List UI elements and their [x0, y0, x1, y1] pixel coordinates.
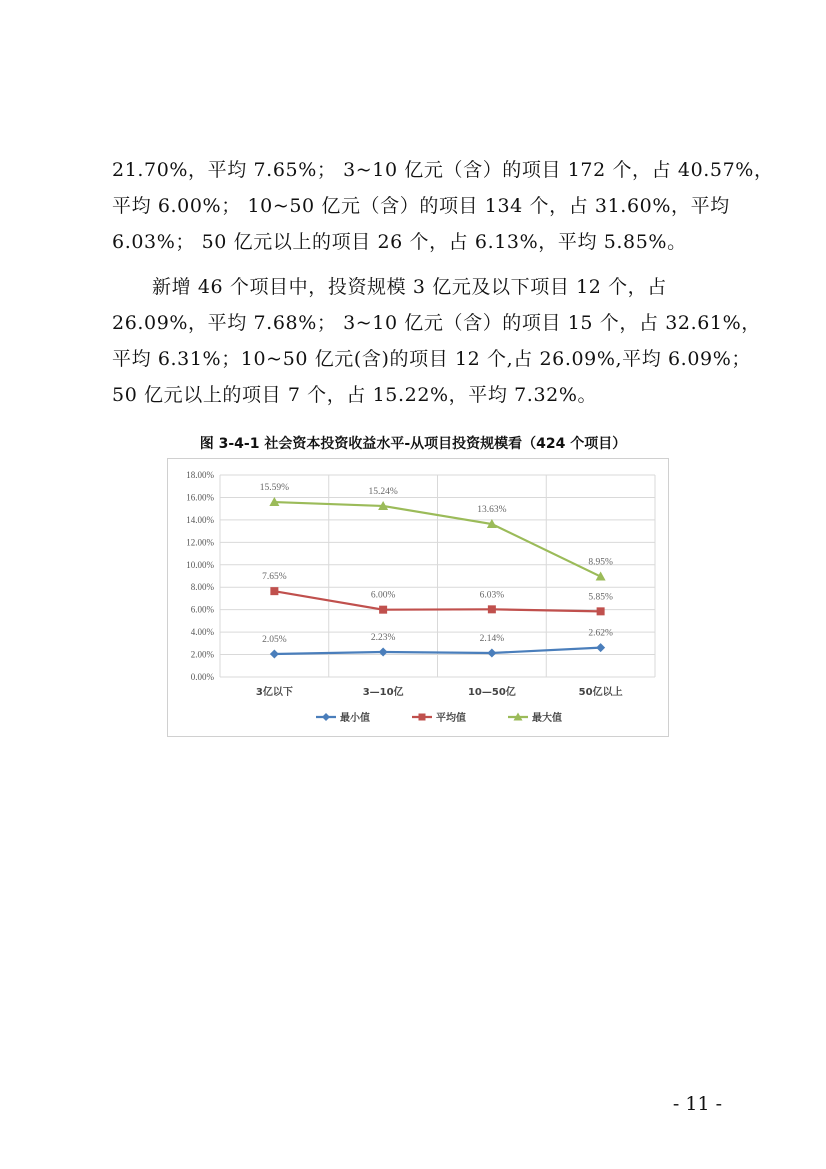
data-point	[270, 587, 278, 595]
x-tick-label: 50亿以上	[578, 687, 623, 698]
data-label: 2.05%	[262, 634, 287, 645]
paragraph-1	[112, 152, 774, 260]
text-line: 平均 6.00%； 10~50 亿元（含）的项目 134 个，占 31.60%，平均	[112, 195, 730, 217]
text-line: 21.70%，平均 7.65%； 3~10 亿元（含）的项目 172 个，占 40.57%，	[112, 159, 774, 181]
paragraph-2	[112, 269, 761, 413]
text-line: 50 亿元以上的项目 7 个，占 15.22%，平均 7.32%。	[112, 384, 598, 406]
x-tick-label: 3亿以下	[255, 687, 293, 698]
data-label: 6.00%	[370, 590, 396, 601]
data-point	[379, 647, 388, 656]
text-line: 平均 6.31%；10~50 亿元(含)的项目 12 个,占 26.09%,平均 6.09%；	[112, 348, 751, 370]
legend-label: 最小值	[340, 713, 370, 724]
text-line: 新增 46 个项目中，投资规模 3 亿元及以下项目 12 个，占	[152, 276, 667, 298]
legend-marker	[322, 713, 330, 721]
data-label: 2.14%	[479, 633, 505, 644]
y-tick-label: 18.00%	[186, 470, 214, 480]
data-label: 6.03%	[479, 590, 505, 601]
x-tick-label: 3—10亿	[362, 687, 404, 698]
y-tick-label: 2.00%	[190, 649, 214, 660]
y-tick-label: 12.00%	[186, 537, 214, 548]
chart-container	[167, 458, 669, 737]
y-tick-label: 6.00%	[190, 604, 214, 615]
y-tick-label: 10.00%	[186, 559, 214, 570]
y-tick-label: 8.00%	[190, 582, 214, 593]
data-label: 7.65%	[262, 572, 287, 583]
y-tick-label: 16.00%	[186, 492, 214, 503]
data-point	[379, 606, 387, 614]
text-line: 6.03%； 50 亿元以上的项目 26 个，占 6.13%，平均 5.85%。	[112, 231, 687, 253]
y-tick-label: 14.00%	[186, 514, 214, 525]
data-label: 15.24%	[368, 486, 398, 497]
data-point	[270, 649, 279, 658]
legend-label: 平均值	[436, 713, 466, 724]
data-point	[596, 643, 605, 652]
figure-caption: 图 3-4-1 社会资本投资收益水平-从项目投资规模看（424 个项目）	[199, 436, 627, 452]
data-label: 8.95%	[588, 557, 613, 568]
y-tick-label: 0.00%	[190, 672, 214, 682]
data-label: 2.62%	[588, 628, 613, 639]
data-label: 5.85%	[588, 592, 613, 603]
y-tick-label: 4.00%	[190, 627, 214, 638]
data-label: 2.23%	[370, 632, 396, 643]
x-tick-label: 10—50亿	[467, 687, 516, 698]
legend-marker	[419, 714, 426, 721]
data-point	[597, 607, 605, 615]
data-point	[488, 605, 496, 613]
line-chart	[168, 459, 668, 736]
data-label: 15.59%	[259, 483, 290, 494]
legend-label: 最大值	[532, 713, 562, 724]
data-label: 13.63%	[477, 505, 507, 516]
page-number: - 11 -	[672, 1093, 722, 1115]
data-point	[487, 648, 496, 657]
text-line: 26.09%，平均 7.68%； 3~10 亿元（含）的项目 15 个，占 32.61%，	[112, 312, 761, 334]
